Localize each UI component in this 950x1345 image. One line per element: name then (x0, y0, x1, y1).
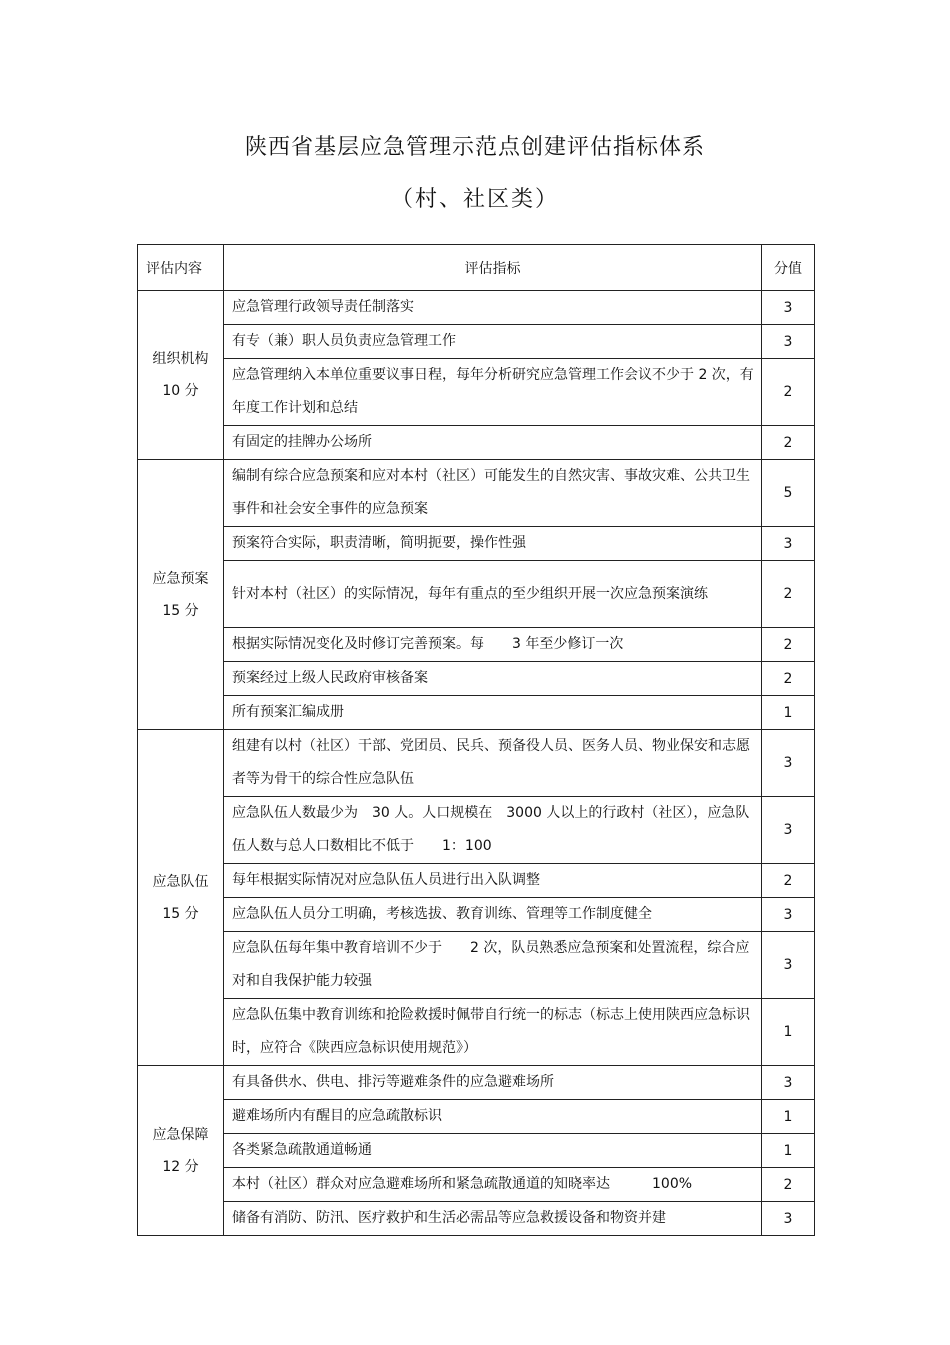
category-name: 组织机构 (152, 351, 209, 367)
header-category: 评估内容 (138, 245, 224, 291)
score-cell: 1 (762, 1134, 815, 1168)
header-score: 分值 (762, 245, 815, 291)
indicator-cell: 预案符合实际，职责清晰，简明扼要，操作性强 (224, 527, 762, 561)
indicator-cell: 本村（社区）群众对应急避难场所和紧急疏散通道的知晓率达 100% (224, 1168, 762, 1202)
score-cell: 3 (762, 325, 815, 359)
indicator-cell: 应急管理纳入本单位重要议事日程，每年分析研究应急管理工作会议不少于 2 次，有年度工作计划和总结 (224, 359, 762, 426)
page-subtitle: （村、社区类） (390, 187, 559, 212)
table-row (138, 730, 815, 797)
indicator-cell: 有固定的挂牌办公场所 (224, 426, 762, 460)
table-row (138, 1134, 815, 1168)
category-cell (138, 730, 224, 1066)
category-name: 应急预案 (152, 570, 209, 587)
table-row (138, 359, 815, 426)
score-cell: 5 (762, 460, 815, 527)
category-name: 应急保障 (152, 1126, 209, 1143)
indicator-cell: 编制有综合应急预案和应对本村（社区）可能发生的自然灾害、事故灾难、公共卫生事件和社会安全事件的应急预案 (224, 460, 762, 527)
indicator-cell: 储备有消防、防汛、医疗救护和生活必需品等应急救援设备和物资并建 (224, 1202, 762, 1236)
indicator-cell: 针对本村（社区）的实际情况，每年有重点的至少组织开展一次应急预案演练 (224, 561, 762, 628)
table-row (138, 460, 815, 527)
score-cell: 2 (762, 628, 815, 662)
indicator-cell: 各类紧急疏散通道畅通 (224, 1134, 762, 1168)
table-row (138, 291, 815, 325)
table-body (138, 291, 815, 1236)
score-cell: 2 (762, 1168, 815, 1202)
table-row (138, 864, 815, 898)
indicator-cell: 所有预案汇编成册 (224, 696, 762, 730)
table-row (138, 1168, 815, 1202)
indicator-cell: 应急队伍集中教育训练和抢险救援时佩带自行统一的标志（标志上使用陕西应急标识时，应符合《陕西应急标识使用规范》） (224, 999, 762, 1066)
category-cell (138, 1066, 224, 1236)
score-cell: 1 (762, 1100, 815, 1134)
table-row (138, 561, 815, 628)
score-cell: 2 (762, 426, 815, 460)
category-points: 10 分 (162, 383, 199, 399)
table-row (138, 696, 815, 730)
table-row (138, 932, 815, 999)
category-points: 12 分 (162, 1158, 199, 1175)
table-row (138, 662, 815, 696)
score-cell: 3 (762, 730, 815, 797)
score-cell: 3 (762, 291, 815, 325)
indicator-cell: 应急队伍人数最少为 30 人。人口规模在 3000 人以上的行政村（社区），应急队伍人数与总人口数相比不低于 1：100 (224, 797, 762, 864)
category-cell (138, 460, 224, 730)
evaluation-table (137, 244, 815, 1236)
score-cell: 3 (762, 1066, 815, 1100)
category-cell (138, 291, 224, 460)
table-row (138, 628, 815, 662)
category-points: 15 分 (162, 602, 199, 619)
page-title: 陕西省基层应急管理示范点创建评估指标体系 (244, 135, 705, 160)
indicator-cell: 预案经过上级人民政府审核备案 (224, 662, 762, 696)
score-cell: 3 (762, 797, 815, 864)
table-row (138, 797, 815, 864)
header-indicator: 评估指标 (224, 245, 762, 291)
indicator-cell: 应急队伍每年集中教育培训不少于 2 次，队员熟悉应急预案和处置流程，综合应对和自我保护能力较强 (224, 932, 762, 999)
score-cell: 2 (762, 359, 815, 426)
indicator-cell: 应急队伍人员分工明确，考核选拔、教育训练、管理等工作制度健全 (224, 898, 762, 932)
table-row (138, 426, 815, 460)
table-row (138, 898, 815, 932)
table-row (138, 1202, 815, 1236)
indicator-cell: 有专（兼）职人员负责应急管理工作 (224, 325, 762, 359)
indicator-cell: 有具备供水、供电、排污等避难条件的应急避难场所 (224, 1066, 762, 1100)
score-cell: 1 (762, 696, 815, 730)
table-row (138, 527, 815, 561)
table-row (138, 999, 815, 1066)
score-cell: 2 (762, 864, 815, 898)
table-row (138, 325, 815, 359)
table-row (138, 1100, 815, 1134)
table-header-row (138, 245, 815, 291)
category-points: 15 分 (162, 905, 199, 922)
indicator-cell: 组建有以村（社区）干部、党团员、民兵、预备役人员、医务人员、物业保安和志愿者等为骨干的综合性应急队伍 (224, 730, 762, 797)
score-cell: 3 (762, 898, 815, 932)
indicator-cell: 根据实际情况变化及时修订完善预案。每 3 年至少修订一次 (224, 628, 762, 662)
score-cell: 3 (762, 527, 815, 561)
score-cell: 3 (762, 1202, 815, 1236)
indicator-cell: 每年根据实际情况对应急队伍人员进行出入队调整 (224, 864, 762, 898)
category-name: 应急队伍 (152, 873, 209, 890)
score-cell: 2 (762, 662, 815, 696)
score-cell: 3 (762, 932, 815, 999)
table-row (138, 1066, 815, 1100)
score-cell: 1 (762, 999, 815, 1066)
score-cell: 2 (762, 561, 815, 628)
indicator-cell: 应急管理行政领导责任制落实 (224, 291, 762, 325)
indicator-cell: 避难场所内有醒目的应急疏散标识 (224, 1100, 762, 1134)
